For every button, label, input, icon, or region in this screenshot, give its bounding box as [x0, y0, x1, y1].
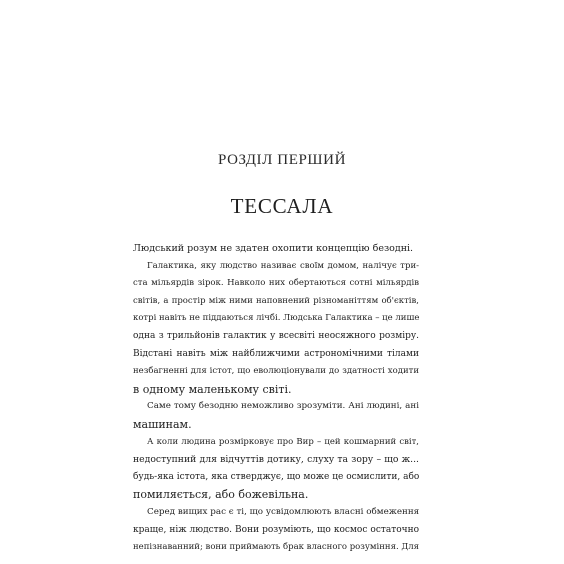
text-line: помиляється, або божевільна. [133, 488, 309, 502]
text-line: одна з трильйонів галактик у всесвіті неосяжного розміру. [133, 330, 419, 341]
text-line: незбагненні для істот, що еволюціонували до здатності ходити [133, 366, 419, 377]
text-line: недоступний для відчуттів дотику, слуху та зору – що ж... [133, 454, 419, 466]
text-line: Серед вищих рас є ті, що усвідомлюють власні обмеження [147, 506, 419, 517]
text-line: непізнаванний; вони приймають брак власного розуміння. Для [133, 542, 419, 553]
chapter-title: ТЕССАЛА [230, 194, 334, 218]
text-line: котрі навіть не піддаються лічбі. Людська Галактика – це лише [133, 313, 419, 324]
text-line: в одному маленькому світі. [133, 382, 292, 396]
chapter-label: РОЗДІЛ ПЕРШИЙ [217, 152, 347, 168]
text-line: Саме тому безодню неможливо зрозуміти. Ані людині, ані [147, 401, 419, 412]
text-line: Відстані навіть між найближчими астрономічними тілами [133, 348, 419, 359]
body-text [133, 240, 419, 557]
text-line: машинам. [133, 417, 192, 431]
text-line: краще, ніж людство. Вони розуміють, що космос остаточно [133, 524, 419, 535]
text-line: А коли людина розмірковує про Вир – цей кошмарний світ, [147, 436, 419, 447]
text-line: Людський розум не здатен охопити концепцію безодні. [133, 243, 414, 254]
text-line: ста мільярдів зірок. Навколо них обертаються сотні мільярдів [133, 278, 419, 289]
text-line: будь-яка істота, яка стверджує, що може це осмислити, або [133, 471, 419, 482]
text-line: світів, а простір між ними наповнений різноманіттям об'єктів, [133, 295, 419, 306]
text-line: Галактика, яку людство називає своїм домом, налічує три- [147, 260, 419, 271]
